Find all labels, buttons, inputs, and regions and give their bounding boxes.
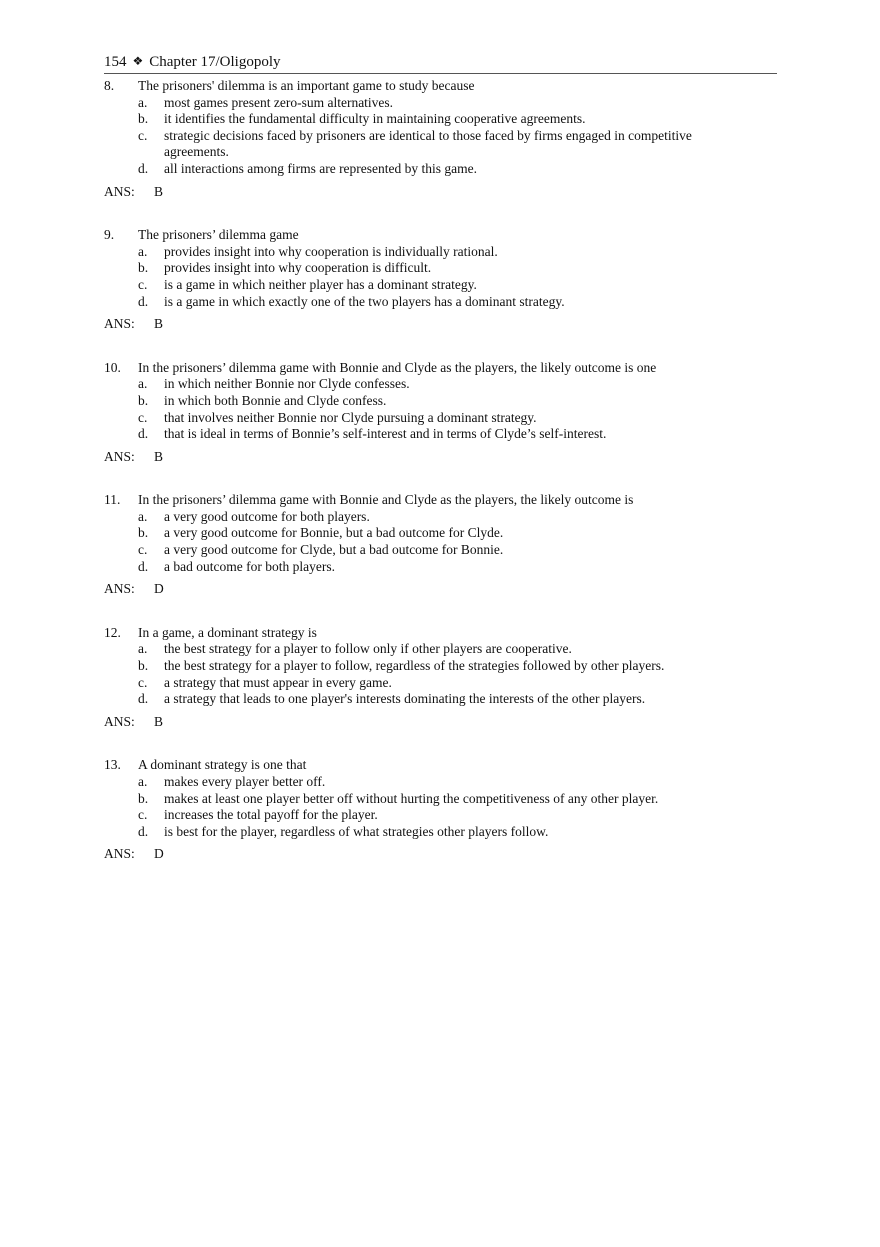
answer-value: D bbox=[154, 581, 164, 597]
question-list bbox=[104, 78, 784, 863]
option-list bbox=[138, 509, 784, 575]
answer-line bbox=[104, 449, 784, 466]
option-b bbox=[138, 791, 784, 808]
option-letter: d. bbox=[138, 426, 149, 442]
question-number: 13. bbox=[104, 757, 121, 773]
option-text: is a game in which exactly one of the two players has a dominant strategy. bbox=[164, 293, 565, 309]
spacer bbox=[104, 730, 784, 757]
answer-value: B bbox=[154, 183, 164, 199]
option-letter: a. bbox=[138, 94, 148, 110]
option-letter: c. bbox=[138, 542, 148, 558]
option-d bbox=[138, 294, 784, 311]
question-stem bbox=[104, 360, 784, 377]
option-letter: a. bbox=[138, 243, 148, 259]
option-letter: c. bbox=[138, 409, 148, 425]
question-text: In the prisoners’ dilemma game with Bonnie and Clyde as the players, the likely outcome is bbox=[138, 492, 634, 508]
option-text: makes at least one player better off without hurting the competitiveness of any other player. bbox=[164, 790, 659, 806]
spacer bbox=[104, 333, 784, 360]
question-stem bbox=[104, 757, 784, 774]
question-number: 12. bbox=[104, 624, 121, 640]
option-letter: a. bbox=[138, 376, 148, 392]
question-number: 11. bbox=[104, 492, 121, 508]
option-letter: c. bbox=[138, 127, 148, 143]
option-text: makes every player better off. bbox=[164, 774, 326, 789]
answer-label: ANS: bbox=[104, 846, 135, 862]
option-letter: d. bbox=[138, 823, 149, 839]
option-text: a very good outcome for both players. bbox=[164, 508, 370, 524]
question-text: A dominant strategy is one that bbox=[138, 757, 307, 773]
page-header bbox=[104, 52, 777, 74]
option-c bbox=[138, 410, 784, 427]
option-letter: c. bbox=[138, 807, 148, 823]
option-text: a bad outcome for both players. bbox=[164, 558, 335, 574]
option-list bbox=[138, 641, 784, 707]
option-text: is best for the player, regardless of what strategies other players follow. bbox=[164, 823, 549, 839]
chapter-title: Chapter 17/Oligopoly bbox=[149, 54, 281, 70]
answer-label: ANS: bbox=[104, 581, 135, 597]
option-list bbox=[138, 95, 784, 178]
question-number: 9. bbox=[104, 227, 115, 243]
option-letter: b. bbox=[138, 392, 149, 408]
option-a bbox=[138, 376, 784, 393]
option-c bbox=[138, 542, 784, 559]
question-9 bbox=[104, 227, 784, 333]
option-text: that is ideal in terms of Bonnie’s self-interest and in terms of Clyde’s self-interest. bbox=[164, 426, 607, 442]
option-text: in which neither Bonnie nor Clyde confesses. bbox=[164, 376, 410, 392]
question-stem bbox=[104, 625, 784, 642]
question-text: The prisoners' dilemma is an important game to study because bbox=[138, 78, 475, 93]
option-a bbox=[138, 509, 784, 526]
option-list bbox=[138, 244, 784, 310]
option-text: it identifies the fundamental difficulty in maintaining cooperative agreements. bbox=[164, 111, 586, 127]
option-letter: d. bbox=[138, 558, 149, 574]
answer-line bbox=[104, 316, 784, 333]
option-text: strategic decisions faced by prisoners are identical to those faced by firms engaged in competitive agreements. bbox=[164, 127, 692, 160]
spacer bbox=[104, 200, 784, 227]
answer-line bbox=[104, 581, 784, 598]
option-text: increases the total payoff for the player. bbox=[164, 807, 378, 823]
option-list bbox=[138, 774, 784, 840]
option-letter: d. bbox=[138, 160, 149, 176]
option-text: the best strategy for a player to follow, regardless of the strategies followed by other players. bbox=[164, 658, 665, 674]
option-d bbox=[138, 161, 784, 178]
option-text: is a game in which neither player has a dominant strategy. bbox=[164, 276, 477, 292]
option-b bbox=[138, 111, 784, 128]
option-a bbox=[138, 774, 784, 791]
answer-line bbox=[104, 714, 784, 731]
option-text: in which both Bonnie and Clyde confess. bbox=[164, 392, 387, 408]
option-text: a strategy that must appear in every game. bbox=[164, 674, 392, 690]
option-letter: b. bbox=[138, 260, 149, 276]
option-a bbox=[138, 95, 784, 112]
page-number: 154 bbox=[104, 54, 127, 70]
answer-label: ANS: bbox=[104, 316, 135, 332]
option-text: the best strategy for a player to follow only if other players are cooperative. bbox=[164, 641, 572, 657]
option-b bbox=[138, 525, 784, 542]
diamond-separator-icon: ❖ bbox=[132, 54, 144, 68]
option-text: all interactions among firms are represented by this game. bbox=[164, 160, 478, 176]
option-letter: a. bbox=[138, 641, 148, 657]
option-d bbox=[138, 559, 784, 576]
option-letter: a. bbox=[138, 774, 148, 789]
option-letter: a. bbox=[138, 508, 148, 524]
spacer bbox=[104, 465, 784, 492]
answer-label: ANS: bbox=[104, 713, 135, 729]
question-text: The prisoners’ dilemma game bbox=[138, 227, 299, 243]
answer-line bbox=[104, 846, 784, 863]
option-letter: b. bbox=[138, 525, 149, 541]
option-d bbox=[138, 824, 784, 841]
question-10 bbox=[104, 360, 784, 466]
option-letter: b. bbox=[138, 658, 149, 674]
answer-label: ANS: bbox=[104, 183, 135, 199]
option-list bbox=[138, 376, 784, 442]
option-letter: d. bbox=[138, 691, 149, 707]
option-d bbox=[138, 426, 784, 443]
question-12 bbox=[104, 625, 784, 731]
answer-line bbox=[104, 184, 784, 201]
option-letter: d. bbox=[138, 293, 149, 309]
option-c bbox=[138, 128, 784, 161]
answer-value: D bbox=[154, 846, 164, 862]
option-text: most games present zero-sum alternatives. bbox=[164, 94, 394, 110]
question-8 bbox=[104, 78, 784, 200]
question-text: In the prisoners’ dilemma game with Bonnie and Clyde as the players, the likely outcome is one bbox=[138, 359, 657, 375]
option-c bbox=[138, 807, 784, 824]
option-a bbox=[138, 641, 784, 658]
spacer bbox=[104, 598, 784, 625]
option-b bbox=[138, 260, 784, 277]
option-letter: b. bbox=[138, 111, 149, 127]
option-text: a strategy that leads to one player's interests dominating the interests of the other players. bbox=[164, 691, 646, 707]
option-text: that involves neither Bonnie nor Clyde pursuing a dominant strategy. bbox=[164, 409, 537, 425]
question-13 bbox=[104, 757, 784, 863]
option-b bbox=[138, 393, 784, 410]
answer-value: B bbox=[154, 316, 164, 332]
answer-value: B bbox=[154, 713, 164, 729]
option-text: a very good outcome for Clyde, but a bad outcome for Bonnie. bbox=[164, 542, 504, 558]
option-b bbox=[138, 658, 784, 675]
answer-value: B bbox=[154, 448, 164, 464]
answer-label: ANS: bbox=[104, 448, 135, 464]
question-text: In a game, a dominant strategy is bbox=[138, 624, 317, 640]
option-a bbox=[138, 244, 784, 261]
option-c bbox=[138, 277, 784, 294]
question-number: 10. bbox=[104, 359, 121, 375]
question-stem bbox=[104, 78, 784, 95]
option-text: provides insight into why cooperation is individually rational. bbox=[164, 243, 498, 259]
option-letter: b. bbox=[138, 790, 149, 806]
question-stem bbox=[104, 227, 784, 244]
option-c bbox=[138, 675, 784, 692]
question-stem bbox=[104, 492, 784, 509]
option-d bbox=[138, 691, 784, 708]
question-11 bbox=[104, 492, 784, 598]
option-letter: c. bbox=[138, 674, 148, 690]
option-text: provides insight into why cooperation is difficult. bbox=[164, 260, 432, 276]
option-letter: c. bbox=[138, 276, 148, 292]
question-number: 8. bbox=[104, 78, 115, 93]
option-text: a very good outcome for Bonnie, but a bad outcome for Clyde. bbox=[164, 525, 504, 541]
